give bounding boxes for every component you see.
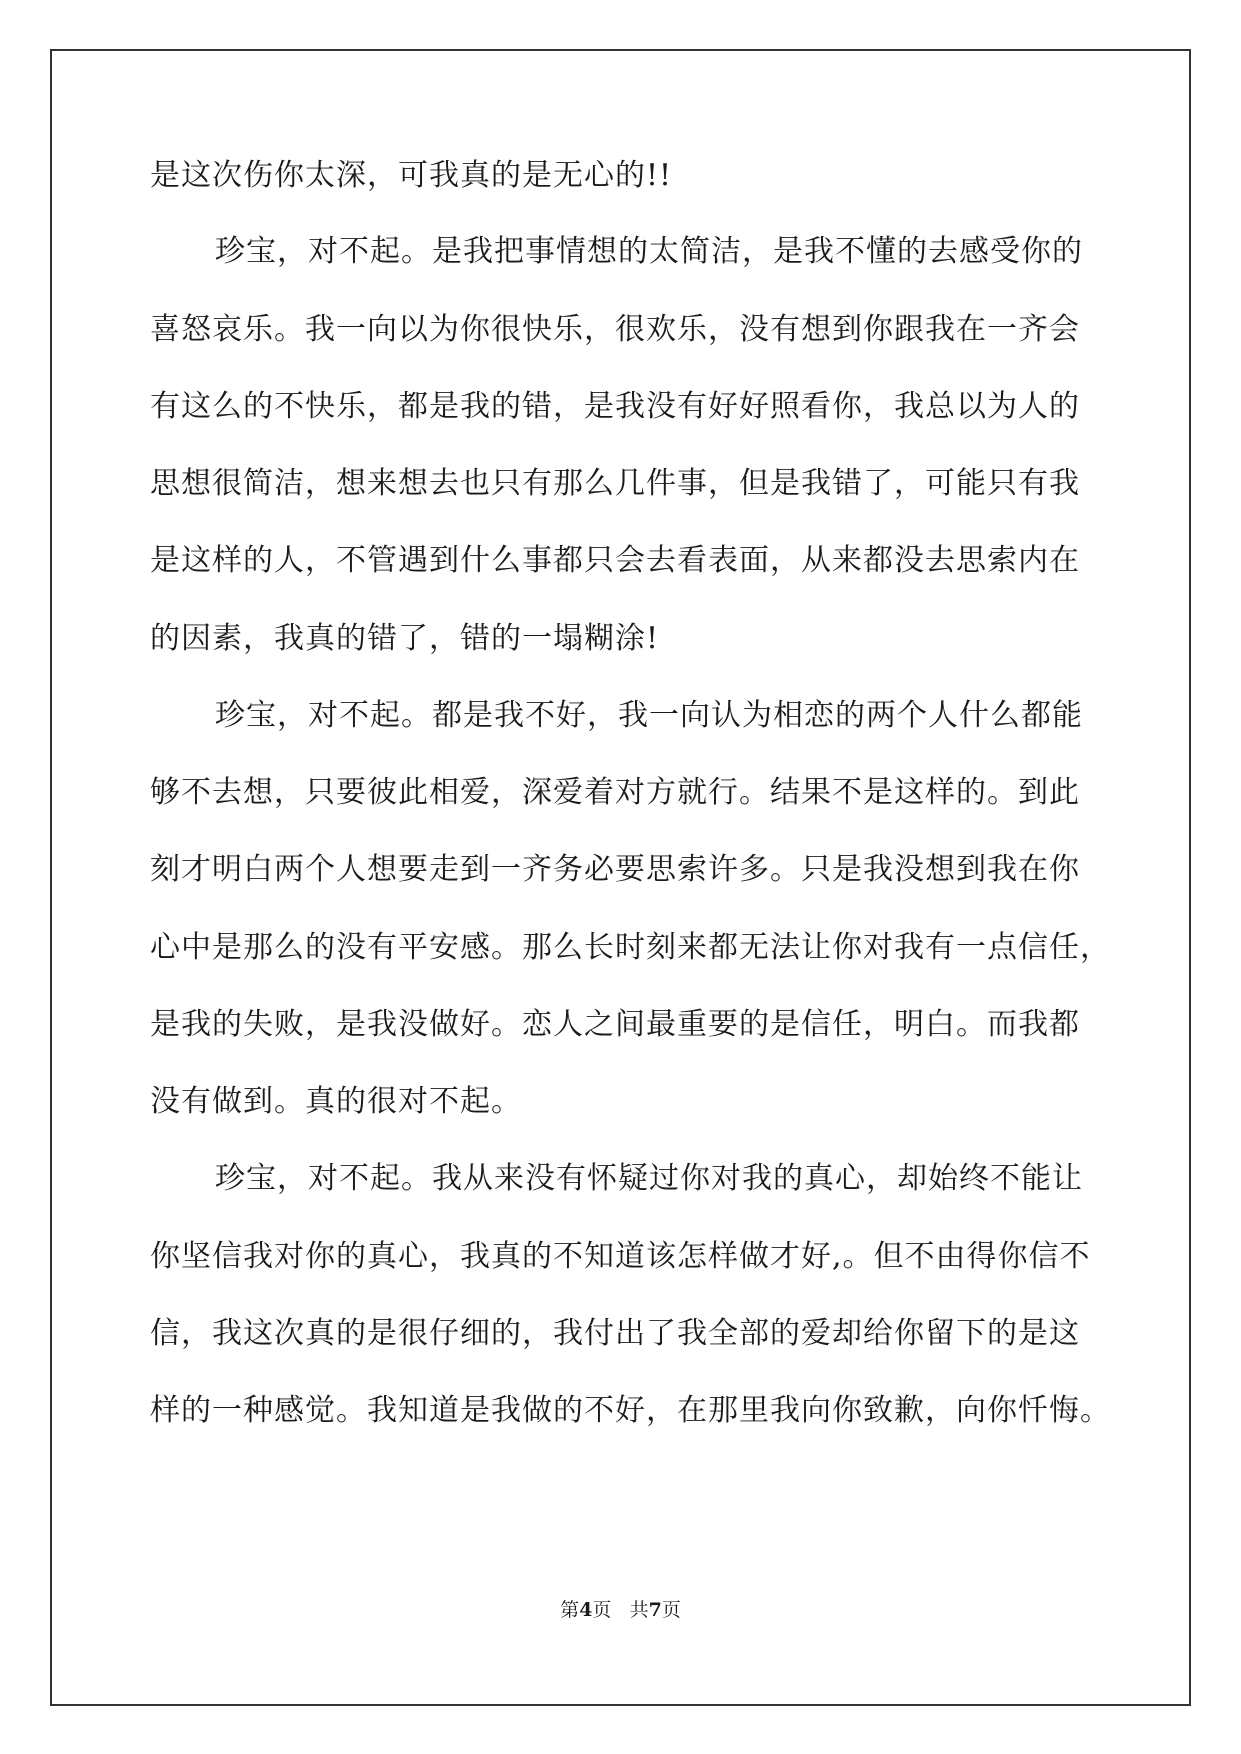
paragraph-line: 够不去想，只要彼此相爱，深爱着对方就行。结果不是这样的。到此: [150, 775, 1080, 810]
paragraph-line: 珍宝，对不起。都是我不好，我一向认为相恋的两个人什么都能: [215, 698, 1083, 733]
total-pages-number: 7: [648, 1599, 662, 1621]
paragraph-line: 是我的失败，是我没做好。恋人之间最重要的是信任，明白。而我都: [150, 1007, 1080, 1042]
paragraph-line: 刻才明白两个人想要走到一齐务必要思索许多。只是我没想到我在你: [150, 852, 1080, 887]
page-number: 4: [579, 1599, 593, 1621]
page-number-prefix: 第: [560, 1599, 580, 1621]
paragraph-line: 的因素，我真的错了，错的一塌糊涂!: [150, 621, 660, 656]
paragraph-line: 心中是那么的没有平安感。那么长时刻来都无法让你对我有一点信任，: [150, 930, 1111, 965]
paragraph-line: 是这次伤你太深，可我真的是无心的!!: [150, 158, 673, 193]
paragraph-line: 信，我这次真的是很仔细的，我付出了我全部的爱却给你留下的是这: [150, 1316, 1080, 1351]
total-pages-suffix: 页: [661, 1599, 681, 1621]
paragraph-line: 是这样的人，不管遇到什么事都只会去看表面，从来都没去思索内在: [150, 543, 1080, 578]
paragraph-line: 没有做到。真的很对不起。: [150, 1084, 522, 1119]
page-number-suffix: 页: [592, 1599, 612, 1621]
total-pages-prefix: 共: [629, 1599, 649, 1621]
paragraph-line: 喜怒哀乐。我一向以为你很快乐，很欢乐，没有想到你跟我在一齐会: [150, 312, 1080, 347]
paragraph-line: 思想很简洁，想来想去也只有那么几件事，但是我错了，可能只有我: [150, 466, 1080, 501]
page-footer: [0, 1598, 1241, 1622]
paragraph-line: 你坚信我对你的真心，我真的不知道该怎样做才好,。但不由得你信不: [150, 1239, 1091, 1274]
paragraph-line: 样的一种感觉。我知道是我做的不好，在那里我向你致歉，向你忏悔。: [150, 1393, 1111, 1428]
paragraph-line: 珍宝，对不起。我从来没有怀疑过你对我的真心，却始终不能让: [215, 1161, 1083, 1196]
paragraph-line: 珍宝，对不起。是我把事情想的太简洁，是我不懂的去感受你的: [215, 234, 1083, 269]
paragraph-line: 有这么的不快乐，都是我的错，是我没有好好照看你，我总以为人的: [150, 389, 1080, 424]
